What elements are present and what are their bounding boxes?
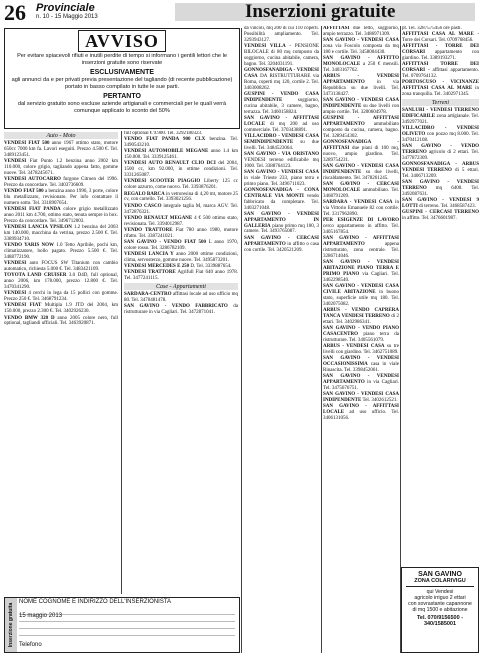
classified-ad-heading: ARBUS - VENDO CAPRERA TANCA VENDESI TERRENO [323,307,399,319]
classified-ad-text: Tel. 3402612521. [361,397,398,403]
classified-ad [4,177,118,189]
classified-ad [402,210,479,222]
classified-ad [323,236,399,260]
classified-ad-heading: SAN GAVINO - CERCASI MONOLOCALE [323,181,399,193]
classified-ad [4,261,118,273]
classified-ad-heading: VENDESI MERCEDES E 250 [124,264,190,270]
classified-ad-heading: VENDO FIAT PANDA 900 CLX [124,137,206,143]
classified-ad [124,131,238,137]
coupon-side-label: Inserzione gratuita [5,598,17,652]
classified-ad [402,180,479,198]
classified-ad [323,38,399,56]
column-6 [402,26,479,564]
classified-ad-heading: VENDESI [4,291,27,297]
classified-ad-heading: VILLACIDRO - VENDESI OLIVETO [402,126,479,137]
ad-line: agricolo irriguo 2 ettari [414,595,466,601]
classified-ad-heading: VENDESI AUTOMOBILE MEGANE [124,149,209,155]
classified-ad-text: 1.2 benzina del 2003 km 140.000, macchina da vetrina, prezzo 2.500 €. Tel. 3389934710. [4,225,118,242]
classified-ad-text: ammobiliato composto da cucina, camera, bagno. Tel. 3289454302. [323,121,399,139]
page-header [0,0,482,24]
classified-ad-heading: SAN GAVINO - AFFITTASI LOCALE [323,404,399,415]
notice-heading-2: PERTANTO [103,93,141,100]
classified-ad-heading: VENDESI SCOOTER PIAGGIO [124,179,201,185]
section-title: Inserzioni gratuite [175,3,475,21]
classified-ad [244,92,319,116]
classified-ad-heading: VENDO BMW 320 D [4,315,55,321]
classified-ad [402,126,479,144]
page-number: 26 [4,0,26,25]
classified-ad-text: di terreno. Tel. 3468587423. [417,204,476,210]
classified-ad [402,162,479,180]
classified-ad [244,170,319,188]
notice-text-1: Per evitare spiacevoli rifiuti e inutili perdite di tempo si informano i gentili lettori che le inserzioni gratuite sono riservate [17,53,227,66]
classified-ad-heading: SAN GAVINO - VENDO PIANO CASACENTRO [323,325,399,337]
classified-ad-heading: SAN GAVINO - VENDESI CASA INDIPENDENTE [323,98,399,109]
classified-ad-text: pt. Tel. 3287575456 ore pasti. [402,26,462,31]
classified-ad-heading: VENDESI FIAT PANDA [4,207,61,213]
classified-ad-heading: GONNOSFANADIGA - AFFITTASI [323,140,399,151]
notice-text-3: dal servizio gratuito sono escluse aziende artigianali e commerciali per le quali verrà comunque applicato lo sconto del 50% [17,101,227,114]
ad-title: SAN GAVINO [418,571,462,578]
classified-ad-heading: SAN GAVINO - VENDESI 9 LOTTI [402,198,479,210]
classified-ad-heading: VENDO TRATTORE [124,227,173,233]
classified-ad [244,116,319,134]
classified-ad-heading: AFFITTASI CASA AL MARE [402,32,474,38]
masthead [36,2,98,20]
column-divider [400,26,401,653]
classified-ad [323,116,399,140]
classified-ad-heading: VENDESI AUTO RENAULT CLIO DCI [124,161,216,167]
classified-ad-text: ammobiliato. Tel. 3468791209. [323,187,399,199]
classified-ad-text: anno 2005 colore nero, full optional, tagliandi ufficiali. Tel. 3463920871. [4,315,118,327]
classified-ad [323,182,399,200]
classified-ad-heading: TOYOTA LAND CRUISER [4,273,67,279]
classified-ad-text: appena ristrutturato, zona centrale. Tel. 3286714046. [323,241,399,259]
classified-ad-heading: VENDESI LANCIA YPSILON [4,225,72,231]
column-4-ads [323,26,399,236]
classified-ad [323,392,399,404]
classified-ad [323,284,399,308]
classified-ad [402,198,479,210]
classified-ad-heading: SAN GAVINO - AFFITTASI APPARTAMENTO [323,235,399,247]
classified-ad [323,326,399,344]
classified-ad-text: DA RISTRUTTURARE via Roma, coperti mq 120, cortile 2. Tel. 3403008262. [244,73,319,91]
classified-ad [402,144,479,162]
ad-line: qui Vendesi [426,589,454,595]
classified-ad [4,273,118,291]
display-ad-box [401,567,479,653]
classified-ad-heading: GUSPINI - CERCASI TERRENO [402,210,479,216]
classified-ad-text: via Cagliari. Tel. 3462298540. [323,271,399,283]
column-2b-ads [124,292,238,316]
classified-ad [4,207,118,225]
classified-ad-heading: VENDESI LANCIA Y [124,252,174,258]
classified-ad-heading: SAN GAVINO - VENDESI CASA INDIPENDENTE [323,163,399,175]
notice-text-2: agli annunci da e per privati previa presentazione del tagliando (di recente pubblicazione) portato in basso compilato in tutte le sue parti. [11,77,233,90]
classified-ad-text: a benzina anno 1996, 3 porte, colore blu metallizzato, revisionato. Per info contattare il numero sotto. Tel. 3318907654. [4,189,118,206]
classified-ad-heading: AFFITTASI [323,26,350,31]
classified-ad-heading: VENDESI TRATTORE [124,270,176,276]
notice-title: AVVISO [5,31,239,52]
classified-ad [323,374,399,392]
classified-ad-text: Fiat 780 anno 1980, motore rifatto. Tel. 3387241021. [124,227,238,239]
classified-ad-text: in via Repubblica su due livelli. Tel. 3473138427. [323,80,399,97]
classified-ad-text: agricolo di 2 ettari. Tel. 3477872309. [402,150,479,161]
classified-ad [124,216,238,228]
classified-ad [124,228,238,240]
classified-ad-text: - affittasi appartamento. Tel. 0709764132. [402,68,479,80]
classified-ad-heading: SAN GAVINO - VENDESI CASA [323,38,399,44]
classified-ad-heading: ARBUS - VENDESI CASA [323,343,385,349]
classified-ad-heading: AFFITTASI TORRE DEI CORSARI [402,62,479,74]
classified-ad-heading: SAN GAVINO - AFFITTASI LOCALE [244,115,319,127]
classified-ad-text: due letto, soggiorno, ampio terrazzo. Tel. 3486971309. [323,26,399,37]
classified-ad [124,192,238,204]
ad-phone: Tel. 070/9156500 - 340/1585001 [416,615,464,627]
classified-ad [323,218,399,236]
classified-ad-heading: REGALO BARCA [124,191,165,197]
classified-ad-text: vendo fabbricato da completare. Tel. 3403271048. [244,193,319,211]
classified-ad [4,316,118,328]
ad-subtitle: ZONA COLARIVIGU [406,578,474,587]
classified-ad [323,356,399,374]
free-ad-coupon [4,597,240,653]
classified-ad [244,134,319,152]
classified-ad-heading: SAN GAVINO - VENDESI CASA INDIPENDENTE [323,391,399,403]
classified-ad-text: benzina. Tel. 3490543210. [124,137,238,149]
classified-ad-text: zona artigianale. Tel. 3492977021. [402,113,479,125]
classified-ad-heading: GUSPINI - VENDO CASA INDIPENDENTE [244,91,319,103]
classified-ad-heading: VENDESI AUTOCARRO [4,177,61,183]
classified-ad [124,149,238,161]
classified-ad-heading: VENDO RENAULT MEGANE [124,215,193,221]
classified-ad [124,264,238,270]
classified-ad [323,98,399,116]
classified-ad-text: a 250 € mensili. Tel. 3403167762. [323,62,399,73]
classified-ad-text: 1.0 Tetto Apribile, pochi km, climatizzatore, bollo pagato. Prezzo 5.500 €. Tel. 3488772190. [4,243,118,260]
classified-ad [244,188,319,212]
classified-ad-text: mq 6400. Tel. 3492087631. [402,186,479,197]
column-3 [244,26,319,653]
classified-ad-text: colore grigio metallizzato anno 2011 km 4.700, ottimo stato, tenuta sempre in box. Prezzo da concordare. Tel. 3496712003. [4,207,118,224]
classified-ad-text: su due livelli con ampio cortile. Tel. 3200604978. [323,103,399,115]
classified-ad-heading: GUSPINI - AFFITTASI APPARTAMENTO [323,116,399,127]
classified-ad [402,44,479,62]
classified-ad [124,179,238,191]
classified-ad-heading: GONNOSFANADIGA - CONA CENTRALE VIA MONTI [244,187,319,199]
classified-ad [402,62,479,80]
classified-ad-text: zona via Foscolo composta da mq 180 e cortile. Tel. 3458004430. [323,44,399,55]
classified-ad-text: con pozzo mq 8.000. Tel. 3470412108. [402,131,479,143]
classified-ad [323,164,399,182]
classified-ad-heading: SAN GAVINO - VIA ORISTANO [244,151,319,157]
classified-ad [402,80,479,98]
classified-ad [323,344,399,356]
classified-ad-heading: SAN GAVINO - VENDESI APPARTAMENTO [323,373,399,385]
classified-ad-heading: PORTOSCUSO - VICINANZE AFFITTASI CASA AL MARE [402,80,479,92]
classified-ad [244,44,319,68]
classified-ad [124,270,238,282]
classified-ad [4,141,118,159]
ad-line: di mq 1500 e abitazione [412,607,468,613]
classified-ad [323,404,399,422]
notice-heading-1: ESCLUSIVAMENTE [89,69,155,76]
classified-ad-text: furgone Citroen del 1996. Prezzo da concordare. Tel. 3403736609. [4,177,118,188]
classified-ad [244,68,319,92]
classified-ad-text: su due livelli, riscaldamento. Tel. 3478261245. [323,169,399,181]
classified-ad-text: in affitto. Tel. 3476601987. [402,216,457,222]
classified-ad-text: anno 1967 ottimo stato, motore 650cc 7000 km fa. Lavori eseguiti. Prezzo 4.500 €. Tel. 3489123451. [4,141,118,158]
classified-ad-heading: VENDO CASCO [124,203,162,209]
classified-ad [323,140,399,164]
classified-ad-heading: VENDESI [4,159,27,165]
classified-ad-heading: VENDESI FIAT [4,303,42,309]
classified-ad-text: auto FOCUS SW Titanium con cambio automatico, richiesta 5.000 €. Tel. 3483421109. [4,261,118,273]
classified-ad-text: D. Tel. 3339887654. [189,264,232,270]
column-3-ads [244,26,319,253]
classified-ad [4,291,118,303]
ad-line: con sovrastante capannone [408,601,472,607]
classified-ad [244,26,319,44]
classified-ad [4,159,118,177]
classified-ad-text: due piani di 100 mq, nuovo, ampio giardino. Tel. 3289754231. [323,145,399,163]
classified-ad [323,308,399,326]
classified-ad-text: 3.0 D4D, full optional, anno 2006, km 178.000, prezzo 12.800 €. Tel. 3470341290. [4,273,118,291]
classified-ad [244,236,319,254]
classified-ad [323,74,399,98]
classified-ad [323,56,399,74]
classified-ad-text: su tre livelli con giardino. Tel. 3462751089. [323,343,399,355]
classified-ad-text: Agrifull Fiat 640 anno 1978. Tel. 3477241115. [124,270,238,282]
classified-ad-heading: VENDESI [4,261,27,267]
classified-ad-heading: PER ESIGENZE DI LAVORO [323,217,399,223]
classified-ad-heading: SAN GAVINO - VENDESI OCCASIONISSIMA [323,355,399,367]
classified-ad-heading: GONNOSFANADIGA - ARBUS VENDESI TERRENO [402,162,479,174]
classified-ad-heading: VENDESI VILLA [244,44,286,50]
classified-ad-text: integrale taglia M, marca AGV. Tel. 3472876321. [124,203,238,215]
classified-ad-heading: SAN GAVINO - AFFITTO MONOLOCALE [323,56,399,68]
classified-ad [244,152,319,170]
classified-ad-text: casa in viale Rinascita. Tel. 3398452061. [323,361,399,373]
classified-ad-text: di mq 200 ad uso commerciale. Tel. 3703438891. [244,121,319,133]
classified-ad-text: anno 1.4 km 150.000. Tel. 3339125461. [124,149,238,161]
classified-ad-heading: SAN GAVINO - CERCASI APPARTAMENTO [244,235,319,247]
column-4 [323,26,399,653]
classified-ad [244,212,319,236]
classified-ad-text: soggiorno, cucina abitabile, 3 camere, bagno, terrazza. Tel. 3460158824. [244,97,319,115]
classified-ad-text: in viale Trieste 233, piano terra e primo piano. Tel. 3496711023. [244,175,319,187]
classified-ad-text: su due livelli. Tel. 3484523064. [244,139,319,151]
coupon-date: 15 maggio 2013 [19,613,63,619]
classified-ad-text: da vincoli, mq 200 di cui 110 coperti. Possibilità ampliamento. Tel. 3293943127. [244,26,319,43]
classified-ad-text: - PENSIONE BILOCALE di 80 mq composto da soggiorno, cucina abitabile, camera, bagno. Tel. 3204031191. [244,44,319,67]
column-divider [121,131,122,594]
classified-ad-text: appartamento con giardino. Tel. 3389193271. [402,50,479,62]
classified-ad-heading: VENDESI FIAT 500 [4,141,50,146]
classified-ad-text: L anno 1970, colore rosso. Tel. 3286782109. [124,239,238,251]
classified-ad-text: piano primo mq 100, 3 camere. Tel. 3493765087. [244,223,319,235]
classified-ad-heading: AFFITTASI - TORRE DEI CORSARI [402,44,479,56]
classified-ad-text: da ristrutturare in via Cagliari. Tel. 3472871041. [124,304,238,316]
coupon-heading: NOME COGNOME E INDIRIZZO DELL'INSERZIONISTA [19,599,172,605]
classified-ad-heading: SAN GAVINO - VENDESI CASA CIVILE ABITAZIONE [323,283,399,295]
classified-ad [124,292,238,304]
classified-ad [402,32,479,44]
classified-ad-heading: SAN GAVINO - VENDESI ABITAZIONE PIANO TERRA E PRIMO PIANO [323,259,399,277]
classified-ad [124,137,238,149]
column-divider [241,28,242,653]
classified-ad-text: - Torre dei Corsari. Tel. 0709768456. [402,32,479,44]
classified-ad-text: in via Cagliari. Tel. 3475676751. [323,379,399,391]
column-1-ads [4,141,118,327]
classified-ad [323,26,399,38]
classified-ad [402,26,479,32]
classified-ad-text: Multipla 1.9 JTD del 2004, km 150.000, prezzo 2.300 €. Tel. 3402926230. [4,303,118,315]
classified-ad [402,108,479,126]
classified-ad-heading: SARDARA-CENTRO [124,292,172,298]
classified-ad-heading: SAN GAVINO - VENDO FIAT 500 [124,239,207,245]
classified-ad [124,240,238,252]
classified-ad-heading: ARBUS - VENDESI APPARTAMENTO [323,74,399,86]
classified-ad-heading: SANLURI - VENDESI TERRENO EDIFICABILE [402,108,479,119]
classified-ad-text: in buono stato, superficie utile mq 180. Tel. 3402075082. [323,289,399,307]
classified-ad-heading: SAN GAVINO - VENDESI APPARTAMENTO IN GALLERIA [244,211,319,229]
classified-ad-text: di 2 ettari. Tel. 3402986341. [323,313,399,325]
classified-ad-text: full optional € 9.900. Tel. 3292180323. [124,131,203,136]
classified-ad [323,260,399,284]
classified-ad-heading: SARDARA - VENDESI CASA [323,199,393,205]
category-header-terreni: Terreni [402,99,479,106]
coupon-phone-label: Telefono [19,642,42,648]
issue-date: n. 10 - 15 Maggio 2013 [36,14,98,20]
classified-ad-heading: VENDO FIAT 500 [4,189,44,195]
classified-ad-text: cerco appartamento in affitto. Tel. 3405167854. [323,223,399,235]
classified-ad [4,243,118,261]
classified-ad [124,161,238,179]
classified-ad-heading: SAN GAVINO - VENDO TERRENO [402,144,479,155]
column-divider [321,26,322,653]
classified-ad-heading: GONNOSFANADIGA - VENDESI CASA [244,67,319,79]
classified-ad [124,204,238,216]
classified-ad-text: in via Vittorio Emanuele 82 con cortile. Tel. 3317962890. [323,199,399,217]
classified-ad-text: in vetroresina di 4,20 mt, motore 25 cv, con carrello. Tel. 3393021256. [124,191,238,203]
classified-ad-text: affittasi locale ad uso ufficio mq 80. Tel. 3470481478. [124,292,238,304]
column-1 [4,131,118,594]
column-2 [124,131,238,594]
classified-ad-text: Liberty 125 cc colore azzurro, come nuovo. Tel. 3393876201. [124,179,238,191]
column-6b-ads [402,108,479,222]
category-header-case: Case - Appartamenti [124,283,238,290]
classified-ad-text: 4 € 500 ottimo stato, revisionata. Tel. 3394012987. [124,215,238,227]
classified-ad-text: del 2004, 1500 cc, km 92.000, in ottime condizioni. Tel. 3331265087. [124,161,238,179]
classified-ad [4,303,118,315]
notice-box [4,28,240,129]
classified-ad-heading: SAN GAVINO - VENDESI CASA [244,169,319,175]
classified-ad-text: in affitto o casa con cortile. Tel. 3420521209. [244,241,319,253]
classified-ad-text: di 5 ettari. Tel. 3406713209. [402,168,479,179]
classified-ad [124,304,238,316]
classified-ad-text: Fiat Punto 1.2 benzina anno 2002 km 110.000, colore grigio, tagliando appena fatto, gomme nuove. Tel. 3478245671. [4,159,118,176]
classified-ad [323,200,399,218]
column-6-ads [402,26,479,98]
classified-ad-text: ad uso ufficio. Tel. 3406131056. [323,409,399,421]
classified-ad-heading: VILLACIDRO - VENDESI CASA SEMINDIPENDENTE [244,133,319,145]
masthead-title: Provinciale [36,2,95,14]
column-5-ads [323,236,399,422]
classified-ad-heading: VENDO YARIS NOW [4,243,54,249]
classified-ad [4,189,118,207]
classified-ad-text: in zona tranquilla. Tel. 3402971345. [402,86,479,98]
classified-ad-text: 4 cerchi in lega da 15 pollici con gomme. Prezzo 250 €. Tel. 3468791234. [4,291,118,303]
column-2-ads [124,131,238,282]
classified-ad-text: VENDESI terreno edificabile mq 1000. Tel. 3388764123. [244,157,319,169]
classified-ad [124,252,238,264]
classified-ad-heading: SAN GAVINO - VENDO FABBRICATO [124,304,228,310]
classified-ad-text: piano terra da ristrutturare. Tel. 3405561079. [323,331,399,343]
classified-ad-text: anno 2000 ottime condizioni, clima, servosterzo, gomme nuove. Tel. 3495873201. [124,252,238,263]
classified-ad [4,225,118,243]
classified-ad-heading: SAN GAVINO - VENDESI TERRENO [402,180,479,192]
category-header-auto: Auto - Moto [4,132,118,139]
